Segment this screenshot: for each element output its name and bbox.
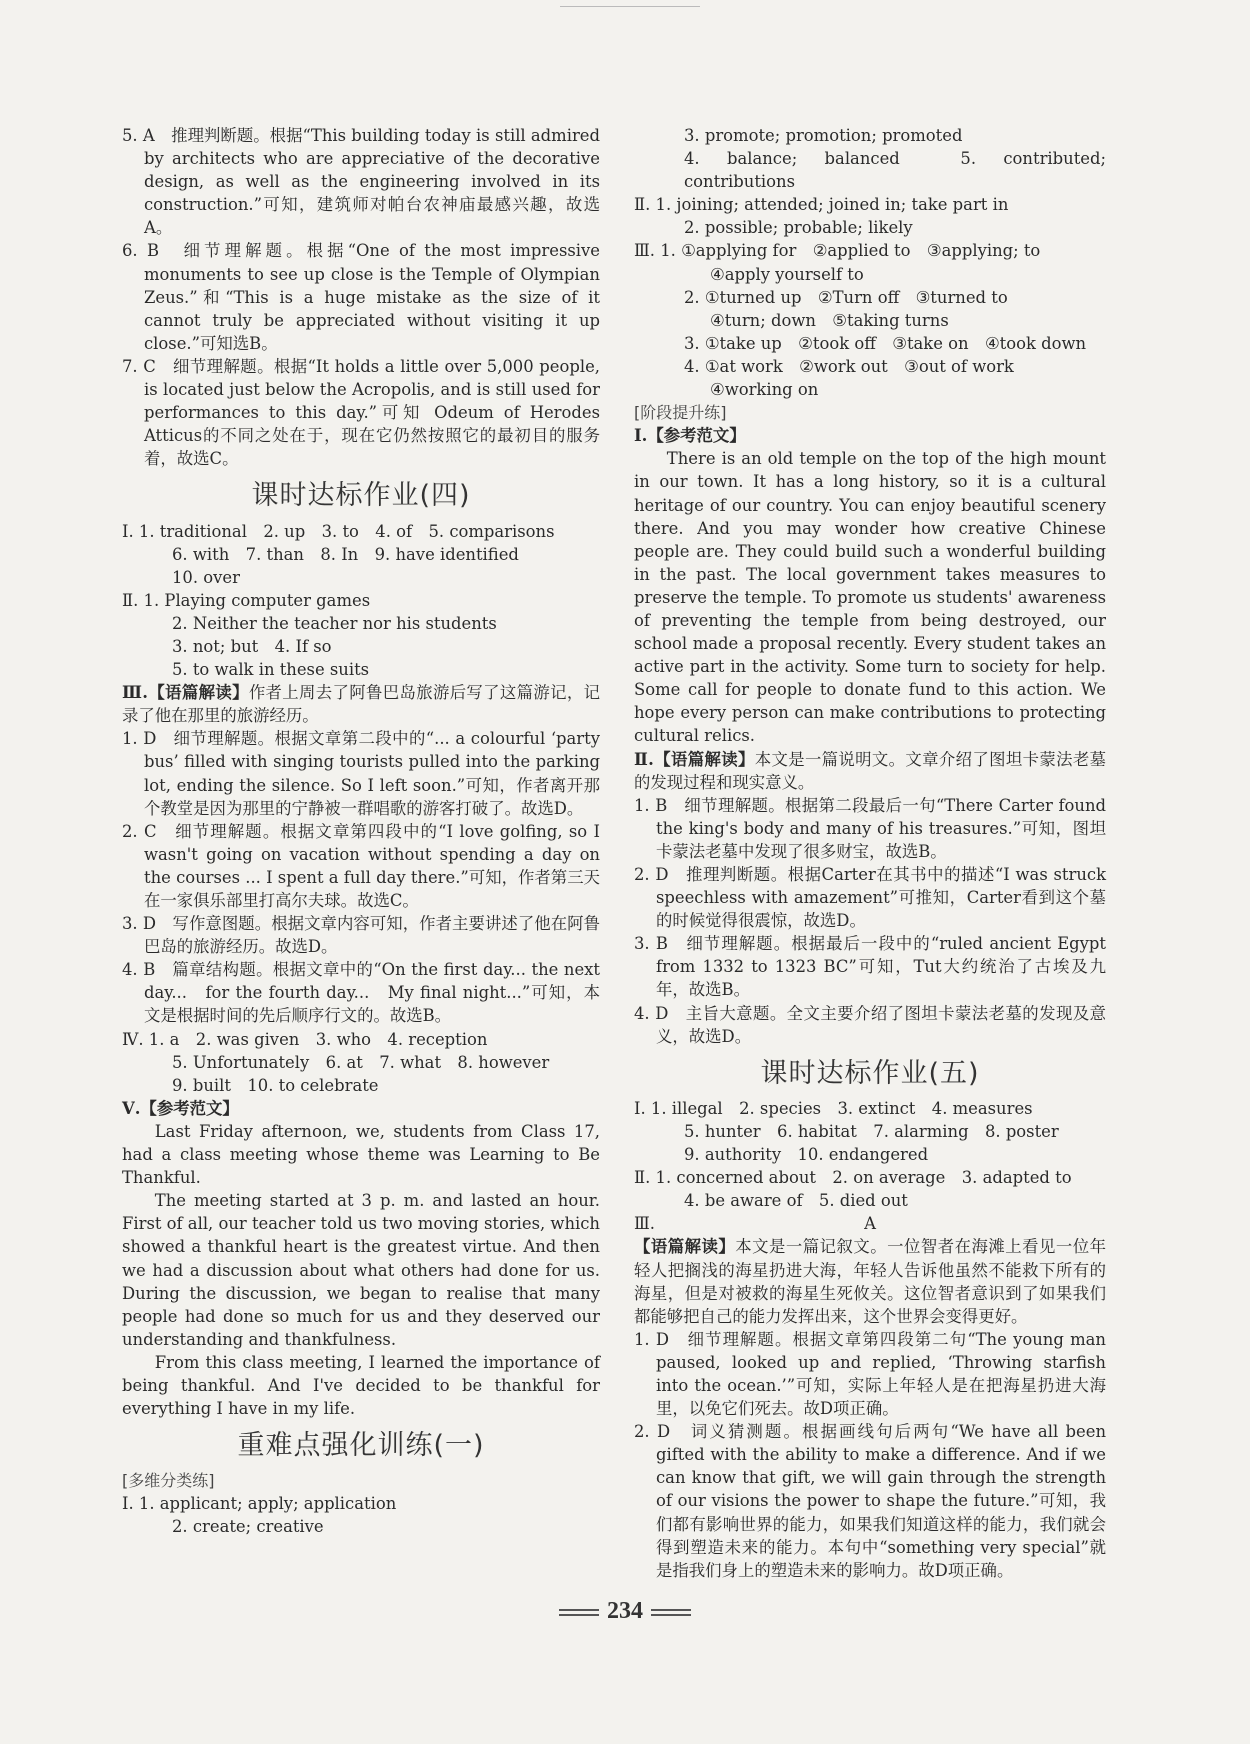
reading-iii-label: Ⅲ. xyxy=(634,1214,656,1234)
essay-paragraph-1: Last Friday afternoon, we, students from Class 17, had a class meeting whose theme was Learning to Be Thankful. xyxy=(122,1121,600,1188)
cloze-line-a: Ⅳ. 1. a 2. was given 3. who 4. reception xyxy=(122,1029,488,1049)
top-rule xyxy=(560,0,700,7)
word-forms-2: 2. create; creative xyxy=(172,1517,324,1537)
reading-iii-header xyxy=(634,1212,1106,1235)
reading-answer-3: 3. D 写作意图题。根据文章内容可知，作者主要讲述了他在阿鲁巴岛的旅游经历。故选D。 xyxy=(122,914,600,957)
section-title-5: 课时达标作业(五) xyxy=(760,1057,980,1089)
phrase-3-line-a: Ⅲ. 1. ①applying for ②applied to ③applying; to xyxy=(634,241,1041,261)
reading-ii-answer-1: 1. B 细节理解题。根据第二段最后一句“There Carter found the king's body and many of his treasures.”可知，图坦卡蒙法老墓中发现了很多财宝，故选B。 xyxy=(634,795,1106,861)
reading-iii-intro-text: 本文是一篇记叙文。一位智者在海滩上看见一位年轻人把搁浅的海星扔进大海，年轻人告诉他虽然不能救下所有的海星，但是对被救的海星生死攸关。这位智者意识到了如果我们都能够把自己的能力发挥出来，这个世界会变得更好。 xyxy=(634,1237,1107,1326)
vocab-2-line-d: 5. to walk in these suits xyxy=(172,660,370,680)
right-column xyxy=(634,124,1106,1582)
reading-tag: Ⅲ.【语篇解读】 xyxy=(122,683,249,703)
essay-paragraph-2: The meeting started at 3 p. m. and lasted an hour. First of all, our teacher told us two moving stories, which showed a thankful heart is the greatest virtue. And then we had a discussion about what others had done for us. During the discussion, we began to realise that many people had done so much for us and they deserved our understanding and thankfulness. xyxy=(122,1191,600,1349)
reading-intro xyxy=(122,681,600,727)
word-forms-3: 3. promote; promotion; promoted xyxy=(684,126,963,145)
phrase-2-line-a: Ⅱ. 1. joining; attended; joined in; take part in xyxy=(634,195,1009,215)
phrase-3-line-b2: ④turn; down ⑤taking turns xyxy=(710,310,949,330)
right-dash xyxy=(651,1609,691,1616)
left-column xyxy=(122,124,600,1539)
vocab-5-1-line-b: 5. hunter 6. habitat 7. alarming 8. poster xyxy=(684,1121,1059,1141)
vocab-1-line-c: 10. over xyxy=(172,567,240,587)
vocab-5-1-line-c: 9. authority 10. endangered xyxy=(684,1145,929,1165)
reading-iii-answer-1: 1. D 细节理解题。根据文章第四段第二句“The young man paused, looked up and replied, ‘Throwing starfish into the ocean.’”可知，实际上年轻人是在把海星扔进大海里，以免它们死去。故D项正确。 xyxy=(634,1329,1106,1419)
phrase-3-line-a2: ④apply yourself to xyxy=(710,264,864,284)
reading-ii-answer-3: 3. B 细节理解题。根据最后一段中的“ruled ancient Egypt from 1332 to 1323 BC”可知，Tut大约统治了古埃及九年，故选B。 xyxy=(634,934,1106,1000)
reading-iii-intro xyxy=(634,1235,1106,1327)
phrase-3-line-d: 4. ①at work ②work out ③out of work xyxy=(684,356,1014,376)
phrase-2-line-b: 2. possible; probable; likely xyxy=(684,218,913,238)
answer-6: 6. B 细节理解题。根据“One of the most impressive monuments to see up close is the Temple of Olympian Zeus.”和“This is a huge mistake as the size of it cannot truly be appreciated without visiting it up close.”可知选B。 xyxy=(122,241,600,353)
vocab-5-2-line-b: 4. be aware of 5. died out xyxy=(684,1191,908,1211)
vocab-5-1-line-a: Ⅰ. 1. illegal 2. species 3. extinct 4. measures xyxy=(634,1098,1033,1118)
essay-paragraph-3: From this class meeting, I learned the importance of being thankful. And I've decided to be thankful for everything I have in my life. xyxy=(122,1352,600,1419)
essay-tag xyxy=(122,1097,600,1120)
page-number xyxy=(0,1598,1250,1625)
reading-ii-answer-4: 4. D 主旨大意题。全文主要介绍了图坦卡蒙法老墓的发现及意义，故选D。 xyxy=(634,1003,1106,1046)
multi-dimension-tag: [多维分类练] xyxy=(122,1471,215,1491)
essay-tag-text: Ⅴ.【参考范文】 xyxy=(122,1098,239,1118)
stage-practice-tag: [阶段提升练] xyxy=(634,403,727,423)
reading-ii-intro xyxy=(634,748,1106,794)
section-title-key-points: 重难点强化训练(一) xyxy=(237,1430,485,1462)
passage-a-label: A xyxy=(864,1214,876,1234)
page-number-text: 234 xyxy=(607,1598,643,1624)
reading-ii-intro-text: 本文是一篇说明文。文章介绍了图坦卡蒙法老墓的发现过程和现实意义。 xyxy=(634,749,1106,792)
ref-essay-tag xyxy=(634,424,1106,447)
vocab-2-line-b: 2. Neither the teacher nor his students xyxy=(172,613,497,633)
answer-5: 5. A 推理判断题。根据“This building today is still admired by architects who are appreciative of the decorative design, as well as the engineering involved in its construction.”可知，建筑师对帕台农神庙最感兴趣，故选A。 xyxy=(122,126,600,238)
vocab-1-line-a: Ⅰ. 1. traditional 2. up 3. to 4. of 5. comparisons xyxy=(122,521,555,541)
reading-answer-1: 1. D 细节理解题。根据文章第二段中的“... a colourful ‘party bus’ filled with singing tourists pulled into the parking lot, ending the silence. So I left soon.”可知，作者离开那个教堂是因为那里的宁静被一群唱歌的游客打破了。故选D。 xyxy=(122,729,600,818)
phrase-3-line-d2: ④working on xyxy=(710,380,819,400)
answer-7: 7. C 细节理解题。根据“It holds a little over 5,000 people, is located just below the Acropolis, and is still used for performances to this day.”可知 Odeum of Herodes Atticus的不同之处在于，现在它仍然按照它的最初目的服务着，故选C。 xyxy=(122,356,600,469)
reading-iii-answer-2: 2. D 词义猜测题。根据画线句后两句“We have all been gifted with the ability to make a difference. And if we can know that gift, we will gain through the strength of our visions the power to shape the future.”可知，我们都有影响世界的能力，如果我们知道这样的能力，我们就会得到塑造未来的能力。本句中“something very special”就是指我们身上的塑造未来的影响力。故D项正确。 xyxy=(634,1422,1106,1580)
reading-ii-tag: Ⅱ.【语篇解读】 xyxy=(634,749,755,769)
left-dash xyxy=(559,1609,599,1616)
ref-essay: There is an old temple on the top of the high mount in our town. It has a long history, so it is a cultural heritage of our country. You can enjoy beautiful scenery there. And you may wonder how creative Chinese people are. They could build such a wonderful building in the past. The local government takes measures to preserve the temple. To promote us students' awareness of preventing the temple from being destroyed, our school made a proposal recently. Every student takes an active part in the activity. Some turn to society for help. Some call for people to donate fund to this action. We hope every person can make contributions to protecting cultural relics. xyxy=(634,449,1106,746)
reading-answer-2: 2. C 细节理解题。根据文章第四段中的“I love golfing, so I wasn't going on vacation without spending a day on the courses ... I spent a full day there.”可知，作者第三天在一家俱乐部里打高尔夫球。故选C。 xyxy=(122,821,600,910)
phrase-3-line-c: 3. ①take up ②took off ③take on ④took down xyxy=(684,333,1087,353)
vocab-2-line-a: Ⅱ. 1. Playing computer games xyxy=(122,590,371,610)
reading-ii-answer-2: 2. D 推理判断题。根据Carter在其书中的描述“I was struck speechless with amazement”可推知，Carter看到这个墓的时候觉得很震惊，故选D。 xyxy=(634,865,1106,931)
reading-intro-text: 作者上周去了阿鲁巴岛旅游后写了这篇游记，记录了他在那里的旅游经历。 xyxy=(122,683,601,726)
ref-essay-tag-text: Ⅰ.【参考范文】 xyxy=(634,426,746,446)
vocab-5-2-line-a: Ⅱ. 1. concerned about 2. on average 3. adapted to xyxy=(634,1168,1072,1188)
word-forms-1: Ⅰ. 1. applicant; apply; application xyxy=(122,1494,397,1514)
reading-iii-tag: 【语篇解读】 xyxy=(634,1237,736,1257)
vocab-2-line-c: 3. not; but 4. If so xyxy=(172,636,332,656)
vocab-1-line-b: 6. with 7. than 8. In 9. have identified xyxy=(172,544,519,564)
cloze-line-b: 5. Unfortunately 6. at 7. what 8. however xyxy=(172,1052,550,1072)
word-forms-4: 4. balance; balanced 5. contributed; contributions xyxy=(684,149,1106,192)
cloze-line-c: 9. built 10. to celebrate xyxy=(172,1075,379,1095)
reading-answer-4: 4. B 篇章结构题。根据文章中的“On the first day... the next day... for the fourth day... My final night...”可知，本文是根据时间的先后顺序行文的。故选B。 xyxy=(122,960,600,1026)
section-title-4: 课时达标作业(四) xyxy=(251,480,471,512)
phrase-3-line-b: 2. ①turned up ②Turn off ③turned to xyxy=(684,287,1008,307)
